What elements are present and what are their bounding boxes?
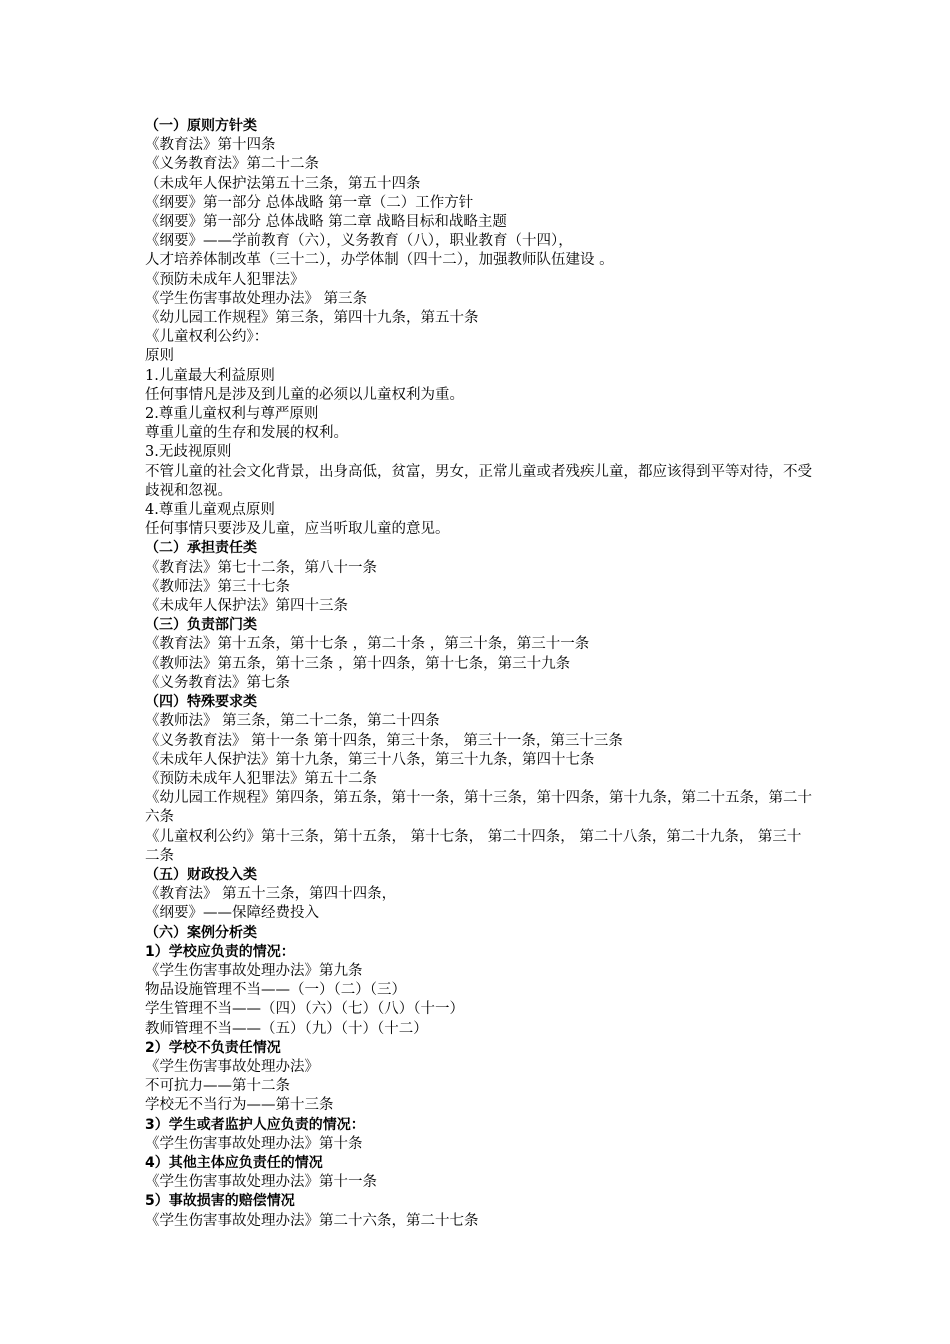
text-line: 《学生伤害事故处理办法》第九条 — [145, 962, 363, 979]
text-line: 《教师法》第五条，第十三条 ，第十四条，第十七条，第三十九条 — [145, 655, 571, 672]
text-line: 任何事情凡是涉及到儿童的必须以儿童权利为重。 — [145, 386, 464, 403]
text-line: 尊重儿童的生存和发展的权利。 — [145, 425, 348, 442]
text-line: 《教育法》第七十二条，第八十一条 — [145, 559, 377, 576]
text-line: 《纲要》——保障经费投入 — [145, 905, 319, 922]
section-heading: 4）其他主体应负责任的情况 — [145, 1154, 323, 1171]
text-line: 学校无不当行为——第十三条 — [145, 1097, 334, 1114]
text-line: 《幼儿园工作规程》第三条，第四十九条，第五十条 — [145, 310, 479, 327]
text-line: 物品设施管理不当——（一）（二）（三） — [145, 982, 406, 999]
text-line: 《儿童权利公约》： — [145, 329, 269, 346]
section-heading: （二）承担责任类 — [145, 540, 257, 557]
section-heading: （三）负责部门类 — [145, 617, 257, 634]
text-line: 任何事情只要涉及儿童，应当听取儿童的意见。 — [145, 521, 450, 538]
text-line: 4.尊重儿童观点原则 — [145, 502, 275, 519]
text-line: 《教育法》第十五条，第十七条 ，第二十条 ，第三十条，第三十一条 — [145, 636, 590, 653]
text-line: 《学生伤害事故处理办法》第二十六条，第二十七条 — [145, 1212, 479, 1229]
text-line: 《教育法》 第五十三条，第四十四条， — [145, 886, 397, 903]
text-line: 《教师法》第三十七条 — [145, 578, 290, 595]
text-line: 1.儿童最大利益原则 — [145, 367, 275, 384]
text-line: 教师管理不当——（五）（九）（十）（十二） — [145, 1020, 428, 1037]
section-heading: （五）财政投入类 — [145, 866, 257, 883]
text-line: 不管儿童的社会文化背景，出身高低，贫富，男女，正常儿童或者残疾儿童，都应该得到平等对待，不受歧视和忽视。 — [145, 463, 812, 499]
section-heading: 1）学校应负责的情况： — [145, 943, 295, 960]
text-line: 《教育法》第十四条 — [145, 137, 276, 154]
text-line: 《纲要》——学前教育（六），义务教育（八），职业教育（十四）， — [145, 233, 573, 250]
text-line: 《幼儿园工作规程》第四条，第五条，第十一条，第十三条，第十四条，第十九条，第二十五条，第二十六条 — [145, 790, 812, 826]
text-line: 《预防未成年人犯罪法》第五十二条 — [145, 770, 377, 787]
section-heading: （四）特殊要求类 — [145, 694, 257, 711]
text-line: 《学生伤害事故处理办法》 — [145, 1058, 319, 1075]
text-line: 《纲要》第一部分 总体战略 第一章（二）工作方针 — [145, 194, 474, 211]
section-heading: 5）事故损害的赔偿情况 — [145, 1193, 295, 1210]
text-line: 学生管理不当——（四）（六）（七）（八）（十一） — [145, 1001, 464, 1018]
text-line: 《学生伤害事故处理办法》 第三条 — [145, 290, 368, 307]
text-line: 3.无歧视原则 — [145, 444, 232, 461]
section-heading: 3）学生或者监护人应负责的情况： — [145, 1116, 365, 1133]
text-line: 《教师法》 第三条，第二十二条，第二十四条 — [145, 713, 440, 730]
section-heading: 2）学校不负责任情况 — [145, 1039, 281, 1056]
section-heading: （六）案例分析类 — [145, 924, 257, 941]
text-line: 2.尊重儿童权利与尊严原则 — [145, 406, 319, 423]
text-line: （未成年人保护法第五十三条，第五十四条 — [145, 175, 421, 192]
section-heading: （一）原则方针类 — [145, 118, 257, 134]
text-line: 《义务教育法》第七条 — [145, 674, 290, 691]
text-line: 《义务教育法》第二十二条 — [145, 156, 319, 173]
text-line: 原则 — [145, 348, 174, 365]
text-line: 《义务教育法》 第十一条 第十四条，第三十条， 第三十一条，第三十三条 — [145, 732, 623, 749]
text-line: 《预防未成年人犯罪法》 — [145, 271, 305, 288]
text-line: 《儿童权利公约》第十三条，第十五条， 第十七条， 第二十四条， 第二十八条，第二十九条， 第三十二条 — [145, 828, 802, 864]
text-line: 不可抗力——第十二条 — [145, 1078, 290, 1095]
text-line: 《未成年人保护法》第十九条，第三十八条，第三十九条，第四十七条 — [145, 751, 595, 768]
text-line: 人才培养体制改革（三十二），办学体制（四十二），加强教师队伍建设 。 — [145, 252, 614, 269]
text-line: 《纲要》第一部分 总体战略 第二章 战略目标和战略主题 — [145, 214, 507, 231]
text-line: 《学生伤害事故处理办法》第十条 — [145, 1135, 363, 1152]
document-page — [145, 117, 815, 1231]
text-line: 《学生伤害事故处理办法》第十一条 — [145, 1174, 377, 1191]
text-line: 《未成年人保护法》第四十三条 — [145, 598, 348, 615]
